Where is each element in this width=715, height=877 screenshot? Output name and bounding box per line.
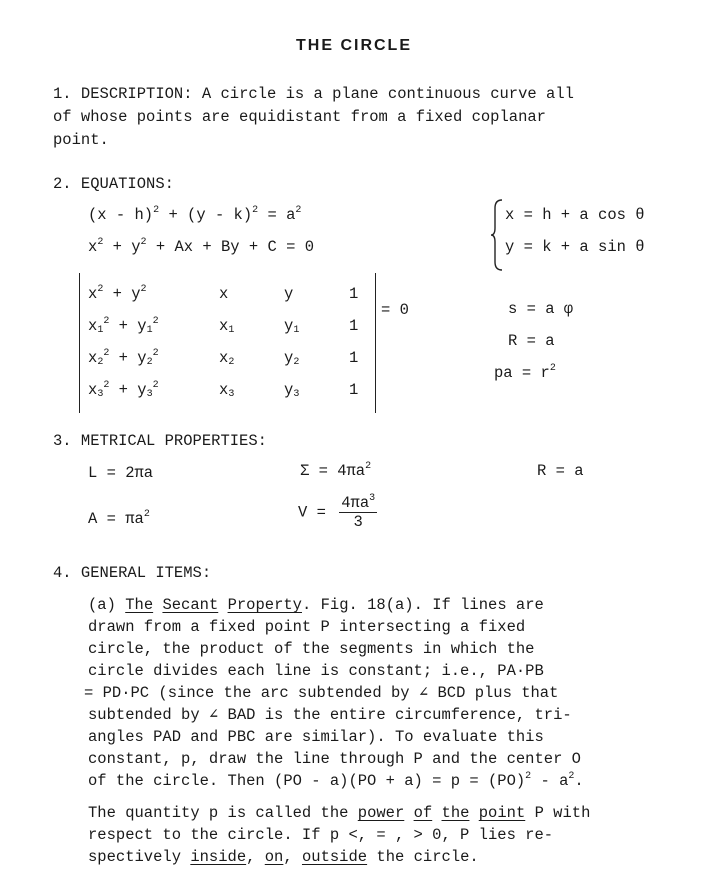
page-title: THE CIRCLE — [296, 37, 412, 54]
description-text: A circle is a plane continuous curve all — [201, 85, 574, 103]
volume-denominator: 3 — [353, 513, 363, 531]
volume-numerator: $4\pi a^3$ — [341, 493, 376, 512]
determinant-row: $x_1^2 + y_1^2$ — [88, 316, 159, 336]
section-heading: GENERAL ITEMS: — [80, 564, 212, 582]
section-number: 2. — [53, 175, 72, 193]
description-text: point. — [53, 131, 109, 149]
section-description — [53, 83, 574, 152]
determinant-cell: $y_2$ — [284, 349, 300, 368]
determinant-cell: 1 — [349, 285, 359, 303]
determinant-left-bar — [79, 273, 80, 413]
equation-pedal: pa = $r^2$ — [494, 363, 556, 382]
determinant-right-bar — [375, 273, 376, 413]
description-text: of whose points are equidistant from a fixed coplanar — [53, 108, 546, 126]
determinant-row: $x_3^2 + y_3^2$ — [88, 380, 159, 400]
determinant-cell: x — [219, 285, 229, 303]
determinant-cell: $x_2$ — [219, 349, 235, 368]
determinant-cell: $x_3$ — [219, 381, 235, 400]
equation-arc-length: s = a φ — [508, 300, 574, 318]
determinant-row: $x^2 + y^2$ — [88, 284, 147, 303]
metric-area: $A = \pi a^2$ — [88, 509, 150, 528]
determinant-cell: $y_3$ — [284, 381, 300, 400]
equation-parametric-y: y = k + a sin θ — [505, 238, 645, 256]
section-number: 4. — [53, 564, 72, 582]
metric-perimeter: L = 2πa — [88, 464, 154, 482]
determinant-cell: $y_1$ — [284, 317, 300, 336]
section-number: 3. — [53, 432, 72, 450]
determinant-cell: 1 — [349, 381, 359, 399]
section-heading: DESCRIPTION: — [80, 85, 193, 103]
section-heading: METRICAL PROPERTIES: — [80, 432, 267, 450]
determinant-cell: 1 — [349, 349, 359, 367]
determinant-equals-zero: = 0 — [381, 301, 409, 319]
determinant-row: $x_2^2 + y_2^2$ — [88, 348, 159, 368]
section-metrical-heading — [53, 432, 267, 450]
determinant-cell: y — [284, 285, 294, 303]
equation-parametric-x: x = h + a cos θ — [505, 206, 645, 224]
section-general-heading — [53, 564, 211, 582]
determinant-cell: 1 — [349, 317, 359, 335]
power-of-point-paragraph: The quantity p is called the power of the point P with respect to the circle. If p <, = , > 0, P lies re- spectively inside, on, outside the circle. — [88, 804, 591, 866]
section-equations-heading — [53, 175, 174, 193]
section-number: 1. — [53, 85, 72, 103]
section-heading: EQUATIONS: — [80, 175, 174, 193]
equation-general-form: $x^2 + y^2 + Ax + By + C = 0$ — [88, 237, 314, 256]
metric-sphere-area: $\Sigma = 4\pi a^2$ — [300, 461, 372, 480]
brace-symbol — [490, 198, 504, 272]
secant-property-paragraph: (a) The Secant Property. Fig. 18(a). If lines are drawn from a fixed point P intersecting a fixed circle, the product of the segments in which the circle divides each line is constant; i.e., PA·PB = PD·PC (since the arc subtended by ∠ BCD plus that subtended by ∠ BAD is the entire circumference, tri- angles PAD and PBC are similar). To evaluate this constant, p, draw the line through P and the center O of the circle. Then $(PO - a)(PO + a) = p = (PO)^2 - a^2$. — [84, 596, 584, 790]
equation-radius: R = a — [508, 332, 555, 350]
metric-radius: R = a — [537, 462, 584, 480]
determinant-cell: $x_1$ — [219, 317, 235, 336]
equation-standard-form: $(x - h)^2 + (y - k)^2 = a^2$ — [88, 205, 302, 224]
metric-volume: V = $\frac{4\pi a^3}{3}$ — [298, 493, 376, 531]
